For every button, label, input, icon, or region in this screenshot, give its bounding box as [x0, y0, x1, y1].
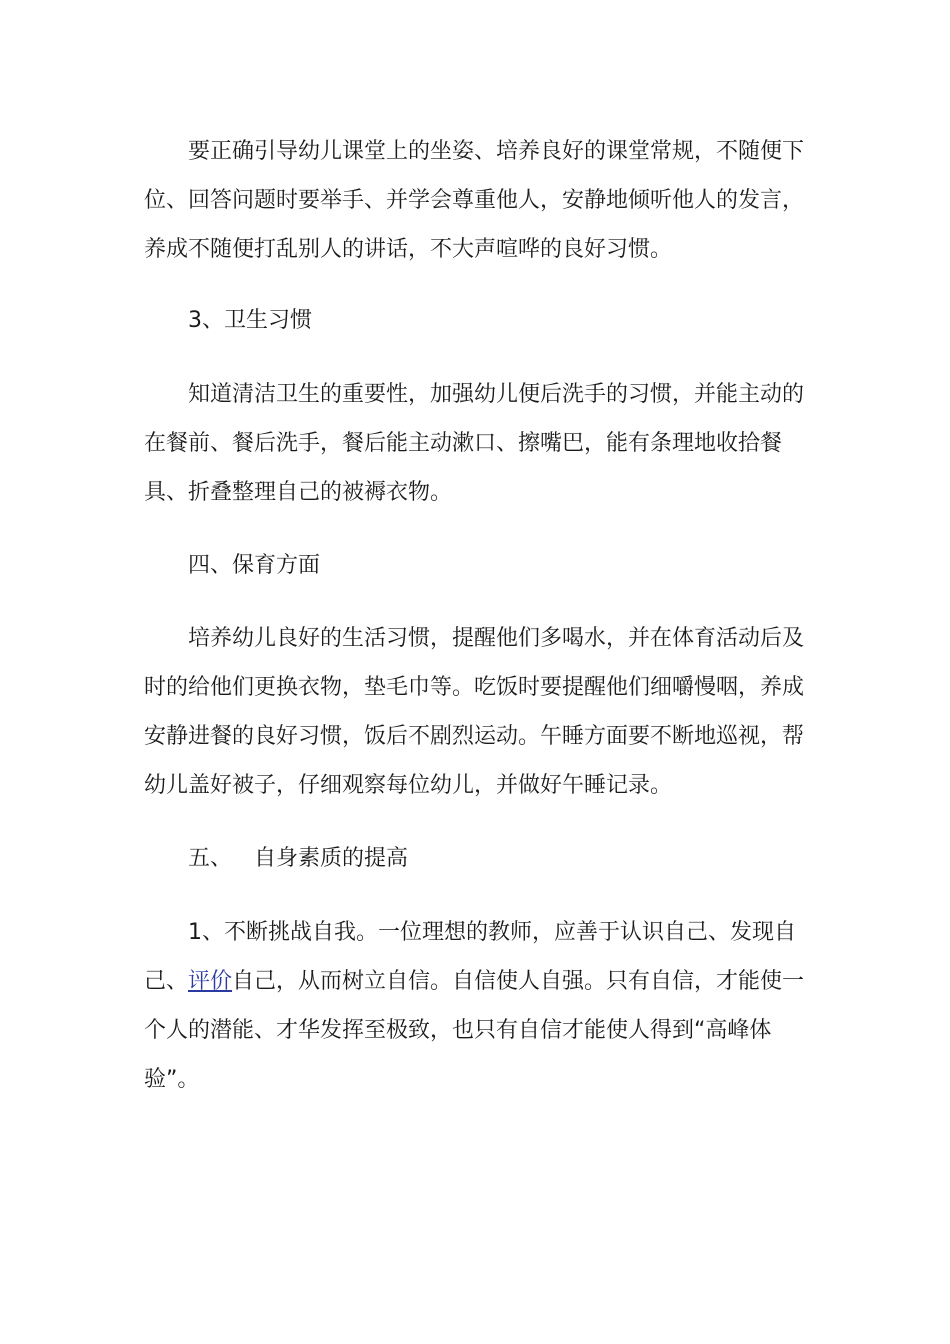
- heading-text: 自身素质的提高: [254, 846, 409, 871]
- paragraph-hygiene: 知道清洁卫生的重要性，加强幼儿便后洗手的习惯，并能主动的在餐前、餐后洗手，餐后能主动漱口、擦嘴巴，能有条理地收拾餐具、折叠整理自己的被褥衣物。: [144, 382, 805, 505]
- paragraph-childcare: 培养幼儿良好的生活习惯，提醒他们多喝水，并在体育活动后及时的给他们更换衣物，垫毛巾等。吃饭时要提醒他们细嚼慢咽，养成安静进餐的良好习惯，饭后不剧烈运动。午睡方面要不断地巡视，帮幼儿盖好被子，仔细观察每位幼儿，并做好午睡记录。: [144, 626, 805, 798]
- paragraph-text-before-link: 1、不断挑战自我。一位理想的教师，应善于认识自己、发现自己、: [144, 920, 796, 994]
- evaluate-link[interactable]: 评价: [188, 969, 233, 994]
- paragraph-self-challenge: [144, 908, 810, 1104]
- paragraph-text-after-link: 自己，从而树立自信。自信使人自强。只有自信，才能使一个人的潜能、才华发挥至极致，也只有自信才能使人得到“高峰体验”。: [144, 969, 805, 1092]
- paragraph-classroom-habits: 要正确引导幼儿课堂上的坐姿、培养良好的课堂常规，不随便下位、回答问题时要举手、并学会尊重他人，安静地倾听他人的发言，养成不随便打乱别人的讲话，不大声喧哗的良好习惯。: [144, 139, 805, 262]
- heading-childcare: 四、保育方面: [188, 553, 321, 578]
- heading-hygiene-habits: 3、卫生习惯: [188, 308, 312, 333]
- heading-number: 五、: [188, 846, 233, 871]
- heading-self-improvement: [144, 834, 810, 883]
